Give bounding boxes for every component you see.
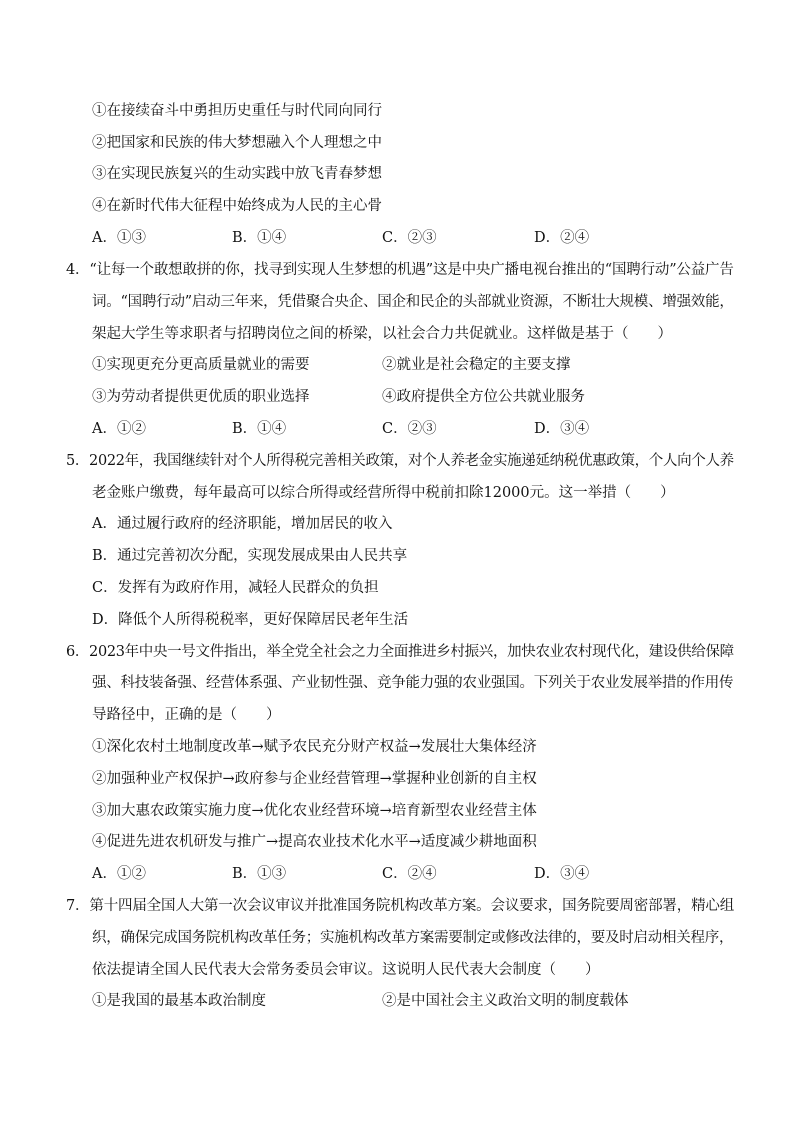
q5-choice-d[interactable]: D．降低个人所得税税率，更好保障居民老年生活 — [92, 612, 409, 628]
q6-choices — [92, 864, 712, 884]
q5-choice-a[interactable]: A．通过履行政府的经济职能，增加居民的收入 — [92, 516, 393, 532]
q6-choice-b[interactable]: B．①③ — [232, 866, 287, 882]
q4-statement-1: ①实现更充分更高质量就业的需要 — [92, 357, 310, 373]
q3-choice-c[interactable]: C．②③ — [382, 230, 437, 246]
q7-statements-row-1 — [92, 991, 712, 1011]
q4-choice-a[interactable]: A．①② — [92, 421, 146, 437]
q4-stem-line-1: 4．“让每一个敢想敢拼的你，找寻到实现人生梦想的机遇”这是中央广播电视台推出的“国聘行动”公益广告 — [66, 262, 734, 278]
q4-choices — [92, 419, 712, 439]
q6-statement-1: ①深化农村土地制度改革→赋予农民充分财产权益→发展壮大集体经济 — [92, 739, 537, 755]
q6-statement-4: ④促进先进农机研发与推广→提高农业技术化水平→适度减少耕地面积 — [92, 834, 537, 850]
q7-statement-2: ②是中国社会主义政治文明的制度载体 — [382, 993, 629, 1009]
q4-statements-row-1 — [92, 355, 712, 375]
q7-stem-line-1: 7．第十四届全国人大第一次会议审议并批准国务院机构改革方案。会议要求，国务院要周密部署，精心组 — [66, 898, 735, 914]
q6-choice-c[interactable]: C．②④ — [382, 866, 437, 882]
q3-choice-b[interactable]: B．①④ — [232, 230, 287, 246]
q6-choice-d[interactable]: D．③④ — [534, 866, 590, 882]
q3-choice-d[interactable]: D．②④ — [534, 230, 590, 246]
q4-choice-c[interactable]: C．②③ — [382, 421, 437, 437]
q7-stem-line-2: 织，确保完成国务院机构改革任务；实施机构改革方案需要制定或修改法律的，要及时启动相关程序， — [92, 930, 734, 946]
q3-statement-1: ①在接续奋斗中勇担历史重任与时代同向同行 — [92, 103, 382, 119]
q6-stem-line-3: 导路径中，正确的是（ ） — [92, 707, 281, 723]
q7-stem-line-3: 依法提请全国人民代表大会常务委员会审议。这说明人民代表大会制度（ ） — [92, 962, 600, 978]
q6-statement-2: ②加强种业产权保护→政府参与企业经营管理→掌握种业创新的自主权 — [92, 771, 537, 787]
q4-stem-line-3: 架起大学生等求职者与招聘岗位之间的桥梁，以社会合力共促就业。这样做是基于（ ） — [92, 326, 672, 342]
q5-choice-c[interactable]: C．发挥有为政府作用，减轻人民群众的负担 — [92, 580, 379, 596]
q6-stem-line-1: 6．2023年中央一号文件指出，举全党全社会之力全面推进乡村振兴，加快农业农村现代化，建设供给保障 — [66, 644, 734, 660]
q3-choices — [92, 228, 712, 248]
q4-choice-d[interactable]: D．③④ — [534, 421, 590, 437]
q3-statement-3: ③在实现民族复兴的生动实践中放飞青春梦想 — [92, 166, 382, 182]
q3-choice-a[interactable]: A．①③ — [92, 230, 146, 246]
q3-statement-4: ④在新时代伟大征程中始终成为人民的主心骨 — [92, 198, 382, 214]
q6-statement-3: ③加大惠农政策实施力度→优化农业经营环境→培育新型农业经营主体 — [92, 803, 537, 819]
q4-statement-4: ④政府提供全方位公共就业服务 — [382, 389, 585, 405]
q6-stem-line-2: 强、科技装备强、经营体系强、产业韧性强、竞争能力强的农业强国。下列关于农业发展举措的作用传 — [92, 675, 734, 691]
q5-stem-line-2: 老金账户缴费，每年最高可以综合所得或经营所得中税前扣除12000元。这一举措（ ） — [92, 485, 675, 501]
q4-stem-line-2: 词。“国聘行动”启动三年来，凭借聚合央企、国企和民企的头部就业资源，不断壮大规模、增强效能， — [92, 294, 734, 310]
q6-choice-a[interactable]: A．①② — [92, 866, 146, 882]
q5-stem-line-1: 5．2022年，我国继续针对个人所得税完善相关政策，对个人养老金实施递延纳税优惠政策，个人向个人养 — [66, 453, 734, 469]
q4-statement-2: ②就业是社会稳定的主要支撑 — [382, 357, 571, 373]
q5-choice-b[interactable]: B．通过完善初次分配，实现发展成果由人民共享 — [92, 548, 408, 564]
q3-statement-2: ②把国家和民族的伟大梦想融入个人理想之中 — [92, 135, 382, 151]
q7-statement-1: ①是我国的最基本政治制度 — [92, 993, 266, 1009]
q4-statements-row-2 — [92, 387, 712, 407]
q4-choice-b[interactable]: B．①④ — [232, 421, 287, 437]
q4-statement-3: ③为劳动者提供更优质的职业选择 — [92, 389, 310, 405]
